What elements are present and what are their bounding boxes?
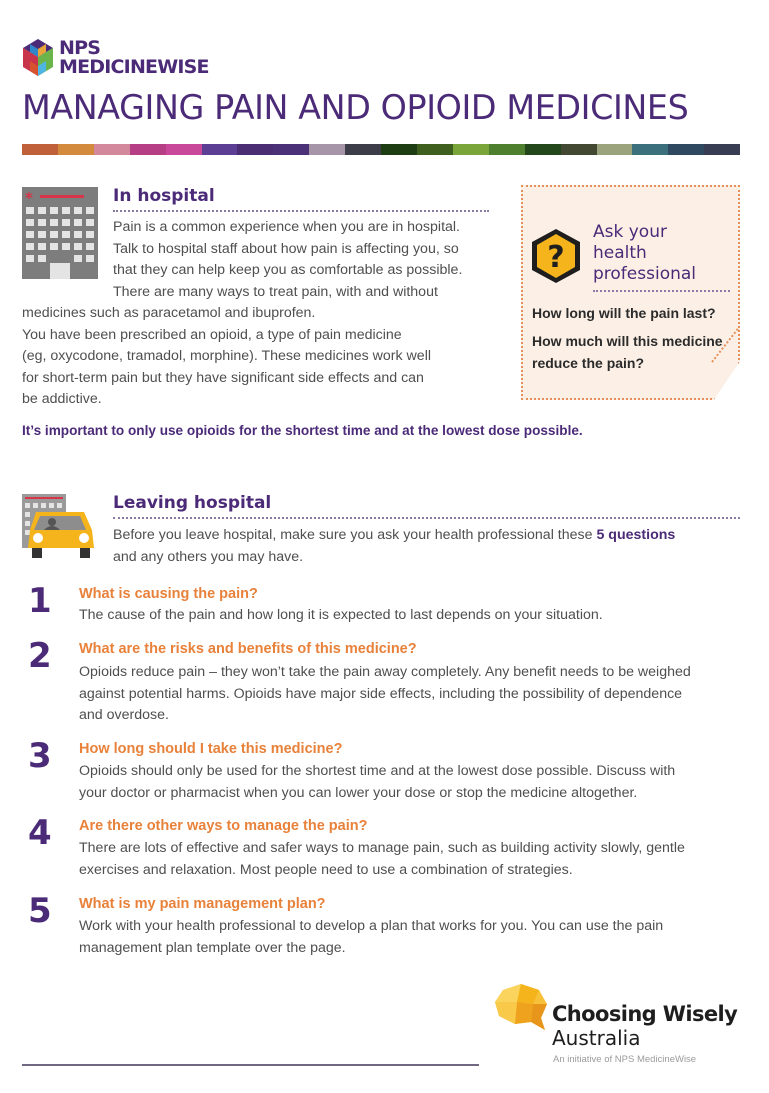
car-leaving-hospital-icon — [22, 494, 98, 560]
band-segment — [166, 144, 202, 155]
question-number: 4 — [28, 813, 52, 853]
question-body — [79, 662, 691, 727]
choosing-wisely-country: Australia — [552, 1026, 641, 1050]
ask-question-2-line-2: reduce the pain? — [532, 355, 645, 371]
five-questions-emphasis: 5 questions — [596, 527, 676, 543]
band-segment — [525, 144, 561, 155]
question-number: 2 — [28, 636, 52, 676]
footer-divider — [22, 1064, 479, 1066]
question-title: How long should I take this medicine? — [79, 741, 343, 757]
question-number: 1 — [28, 581, 52, 621]
question-hexagon-icon — [530, 227, 582, 285]
band-segment — [237, 144, 273, 155]
text-line: Pain is a common experience when you are in hospital. — [113, 219, 460, 235]
question-title: What is causing the pain? — [79, 586, 258, 602]
key-message: It’s important to only use opioids for the shortest time and at the lowest dose possible. — [22, 423, 583, 438]
band-segment — [561, 144, 597, 155]
logo-line-1: NPS — [59, 37, 101, 59]
text-line: Talk to hospital staff about how pain is affecting you, so — [113, 240, 459, 257]
hospital-building-icon — [22, 187, 98, 279]
text-line: You have been prescribed an opioid, a type of pain medicine — [22, 326, 402, 343]
band-segment — [202, 144, 238, 155]
text-line: your doctor or pharmacist when you can lower your dose or stop the medicine altogether. — [79, 784, 638, 801]
text-line: against potential harms. Opioids have major side effects, including the possibility of dependence — [79, 685, 683, 702]
band-segment — [632, 144, 668, 155]
question-body — [79, 916, 663, 959]
text-line: Opioids should only be used for the shortest time and at the lowest dose possible. Discuss with — [79, 763, 676, 779]
choosing-wisely-tagline: An initiative of NPS MedicineWise — [553, 1054, 697, 1065]
in-hospital-divider — [113, 210, 489, 212]
page-title: MANAGING PAIN AND OPIOID MEDICINES — [22, 88, 689, 128]
decorative-color-band — [22, 144, 740, 155]
band-segment — [309, 144, 345, 155]
band-segment — [345, 144, 381, 155]
svg-text:*: * — [25, 189, 33, 207]
text-line: There are lots of effective and safer ways to manage pain, such as building activity slowly, gentle — [79, 840, 685, 856]
ask-title-line: professional — [593, 264, 697, 284]
band-segment — [273, 144, 309, 155]
text-line: Work with your health professional to develop a plan that works for you. You can use the pain — [79, 918, 664, 934]
question-title: What are the risks and benefits of this medicine? — [79, 641, 417, 657]
text-line: for short-term pain but they have significant side effects and can — [22, 369, 424, 386]
text-line: There are many ways to treat pain, with and without — [113, 283, 438, 300]
in-hospital-details — [22, 303, 431, 411]
nps-cube-logo-icon — [21, 39, 55, 77]
choosing-wisely-name: Choosing Wisely — [552, 1002, 738, 1026]
band-segment — [704, 144, 740, 155]
text-line: that they can help keep you as comfortable as possible. — [113, 262, 463, 278]
band-segment — [94, 144, 130, 155]
text-line: exercises and relaxation. Most people need to use a combination of strategies. — [79, 861, 573, 878]
leaving-hospital-intro — [113, 525, 675, 568]
text-line: and any others you may have. — [113, 548, 304, 565]
ask-box-divider — [593, 290, 730, 292]
text-line: Opioids reduce pain – they won’t take the pain away completely. Any benefit needs to be weighed — [79, 664, 691, 680]
band-segment — [453, 144, 489, 155]
question-number: 3 — [28, 736, 52, 776]
question-body — [79, 838, 685, 881]
svg-text:?: ? — [547, 240, 565, 275]
ask-title-line: health — [593, 243, 647, 263]
text-line: and overdose. — [79, 707, 169, 723]
band-segment — [381, 144, 417, 155]
leaving-hospital-heading: Leaving hospital — [113, 493, 272, 513]
question-title: What is my pain management plan? — [79, 896, 326, 912]
text-line: medicines such as paracetamol and ibuprofen. — [22, 305, 316, 321]
text-line: management plan template over the page. — [79, 939, 346, 956]
intro-text: Before you leave hospital, make sure you ask your health professional these — [113, 527, 597, 543]
band-segment — [130, 144, 166, 155]
ask-box-title — [593, 222, 696, 285]
question-body — [79, 761, 675, 804]
band-segment — [22, 144, 58, 155]
speech-bubble-brain-icon — [493, 984, 549, 1034]
text-line: be addictive. — [22, 391, 102, 407]
band-segment — [597, 144, 633, 155]
ask-title-line: Ask your — [593, 222, 667, 242]
band-segment — [58, 144, 94, 155]
text-line: The cause of the pain and how long it is expected to last depends on your situation. — [79, 607, 603, 623]
band-segment — [668, 144, 704, 155]
leaving-hospital-divider — [113, 517, 740, 519]
in-hospital-heading: In hospital — [113, 186, 215, 206]
question-number: 5 — [28, 891, 52, 931]
question-body — [79, 605, 603, 627]
band-segment — [489, 144, 525, 155]
logo-line-2: MEDICINEWISE — [59, 56, 209, 78]
nps-medicinewise-logo — [21, 39, 209, 77]
ask-question-2-line-1: How much will this medicine — [532, 333, 723, 349]
ask-question-1: How long will the pain last? — [532, 305, 716, 321]
text-line: (eg, oxycodone, tramadol, morphine). These medicines work well — [22, 348, 431, 364]
band-segment — [417, 144, 453, 155]
question-title: Are there other ways to manage the pain? — [79, 818, 368, 834]
in-hospital-intro — [113, 217, 462, 303]
